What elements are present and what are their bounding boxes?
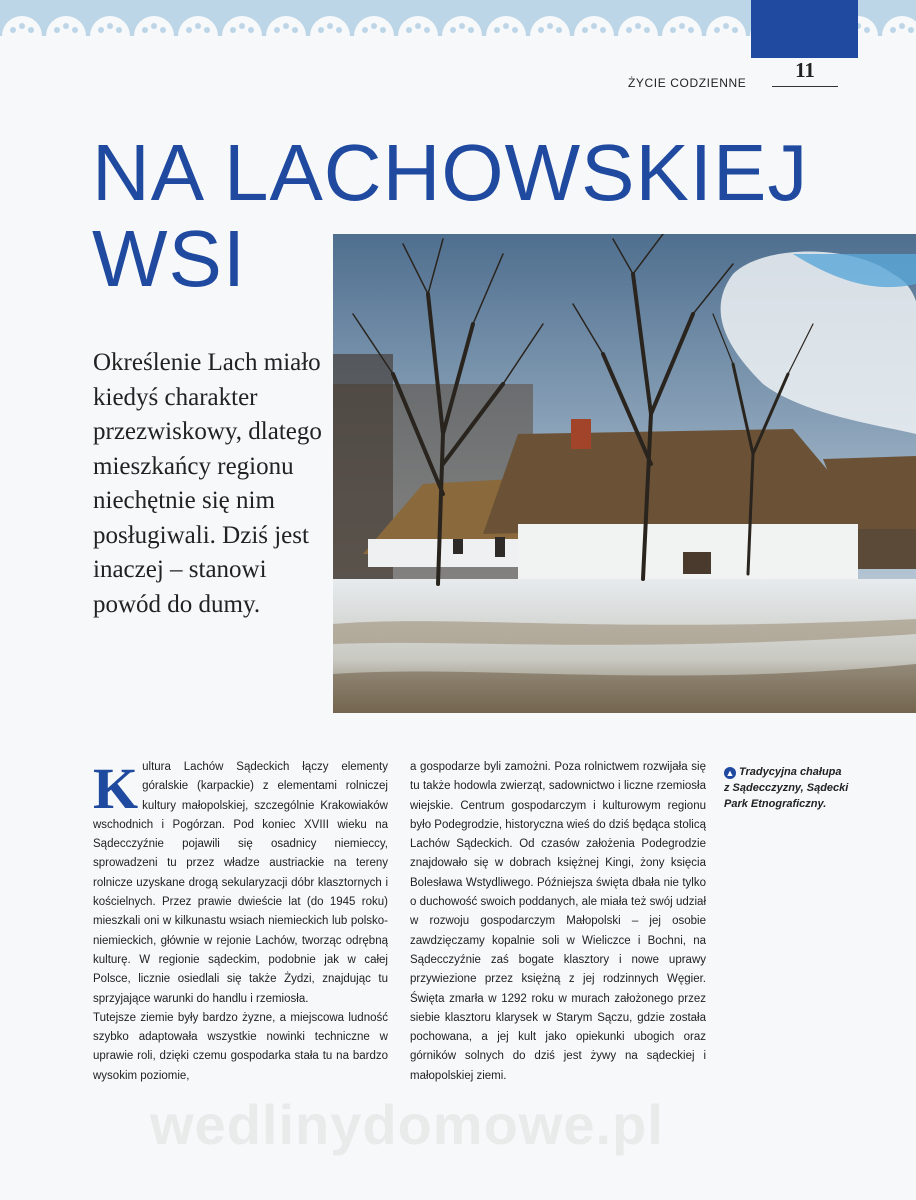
caption-line-2: z Sądecczyzny, Sądecki <box>724 782 849 794</box>
lead-paragraph: Określenie Lach miało kiedyś charakter przezwiskowy, dlatego mieszkańcy regionu niechętnie się nim posługiwali. Dziś jest inaczej – stanowi powód do dumy. <box>93 349 322 618</box>
drop-cap: K <box>93 756 139 821</box>
section-rule <box>772 86 838 87</box>
section-label: ŻYCIE CODZIENNE <box>628 76 747 90</box>
photo-caption <box>724 764 904 812</box>
title-line-1: NA LACHOWSKIEJ <box>92 128 809 217</box>
body-paragraph-2: Tutejsze ziemie były bardzo żyzne, a miejscowa ludność szybko adaptowała wszystkie nowinki techniczne w uprawie roli, dzięki czemu gospodarka stała tu na bardzo wysokim poziomie, <box>93 1011 388 1082</box>
caption-line-1: Tradycyjna chałupa <box>739 766 842 778</box>
watermark: wedlinydomowe.pl <box>150 1093 664 1156</box>
page-number-tab <box>751 0 858 58</box>
body-paragraph-1 <box>93 758 388 1009</box>
village-cottage-photo <box>333 234 916 713</box>
page-number: 11 <box>795 58 815 82</box>
caption-line-3: Park Etnograficzny. <box>724 798 827 810</box>
body-paragraph-1-text: ultura Lachów Sądeckich łączy elementy góralskie (karpackie) z elementami rolniczej kultury małopolskiej, szczególnie Krakowiaków wschodnich i Pogórzan. Pod koniec XVIII wieku na Sądecczyźnie pojawili się osadnicy niemieccy, sprowadzeni tu przez władze austriackie na tereny rolnicze uzyskane drogą sekularyzacji dóbr klasztornych i kościelnych. Przez prawie dwieście lat (do 1945 roku) mieszkali oni w kilkunastu wsiach niemieckich lub polsko-niemieckich, głównie w rejonie Lachów, tworząc odrębną kulturę. W regionie sądeckim, podobnie jak w całej Polsce, licznie osiedlali się także Żydzi, znajdując tu sprzyjające warunki do handlu i rzemiosła. <box>93 761 388 1005</box>
body-paragraph-3: a gospodarze byli zamożni. Poza rolnictwem rozwijała się tu także hodowla zwierząt, sadownictwo i liczne rzemiosła wiejskie. Centrum gospodarczym i kulturowym regionu było Podegrodzie, historyczna wieś do dziś będąca stolicą Lachów Sądeckich. Od czasów założenia Podegrodzie znajdowało się w dobrach księżnej Kingi, żony księcia Bolesława Wstydliwego. Późniejsza święta dbała nie tylko o duchowość swoich poddanych, ale miała też swój udział w rozwoju gospodarczym Małopolski – jej osobie zawdzięczamy kopalnie soli w Wieliczce i Bochni, na Sądecczyźnie zaś bogate klasztory i nowe uprawy przywiezione przez księżną z jej rodzinnych Węgier. Święta zmarła w 1292 roku w murach założonego przez siebie klasztoru klarysek w Starym Sączu, gdzie została pochowana, a jej kult jako opiekunki ubogich oraz górników solnych do dziś jest żywy na sądeckiej i małopolskiej ziemi. <box>410 761 706 1082</box>
caption-arrow-icon: ▲ <box>725 768 735 778</box>
title-line-2: WSI <box>92 214 247 303</box>
article-column-2 <box>410 758 706 1086</box>
article-column-1 <box>93 758 388 1086</box>
